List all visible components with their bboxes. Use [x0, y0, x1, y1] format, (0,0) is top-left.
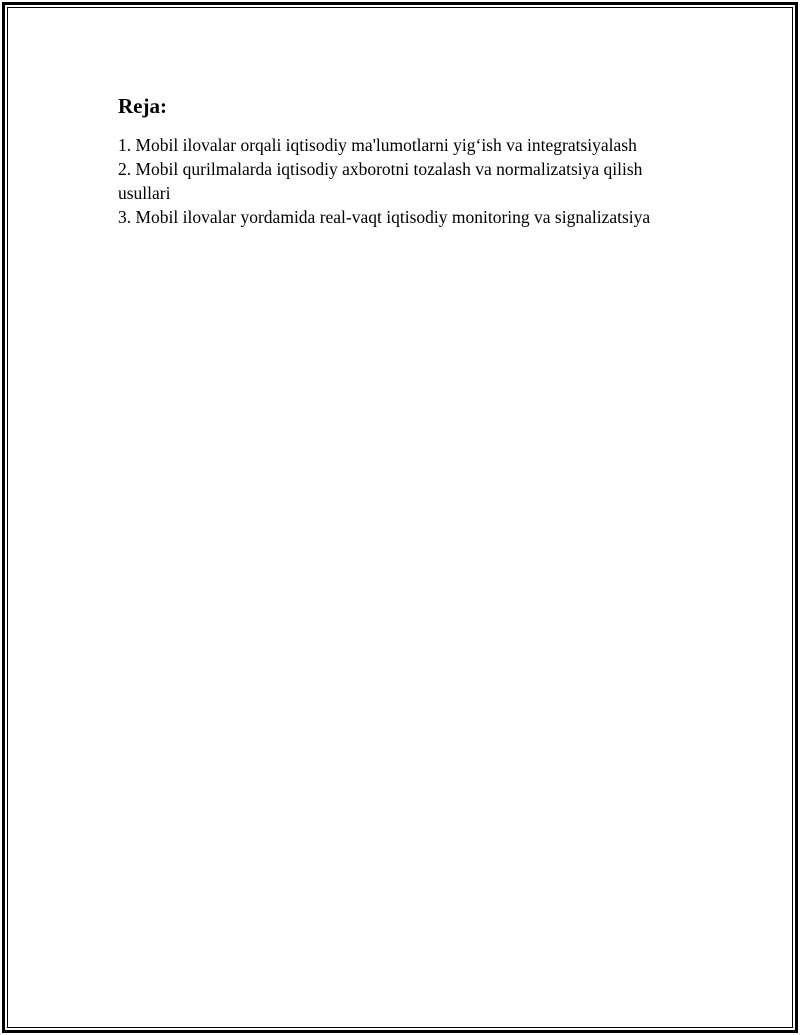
- plan-item-3: 3. Mobil ilovalar yordamida real-vaqt iqtisodiy monitoring va signalizatsiya: [118, 207, 651, 227]
- plan-item-2: 2. Mobil qurilmalarda iqtisodiy axborotni tozalash va normalizatsiya qilish usullari: [118, 159, 643, 203]
- page-content: [118, 93, 688, 229]
- page-title: Reja:: [118, 94, 167, 118]
- plan-list: [118, 133, 688, 229]
- plan-item-1: 1. Mobil ilovalar orqali iqtisodiy ma'lumotlarni yig‘ish va integratsiyalash: [118, 135, 637, 155]
